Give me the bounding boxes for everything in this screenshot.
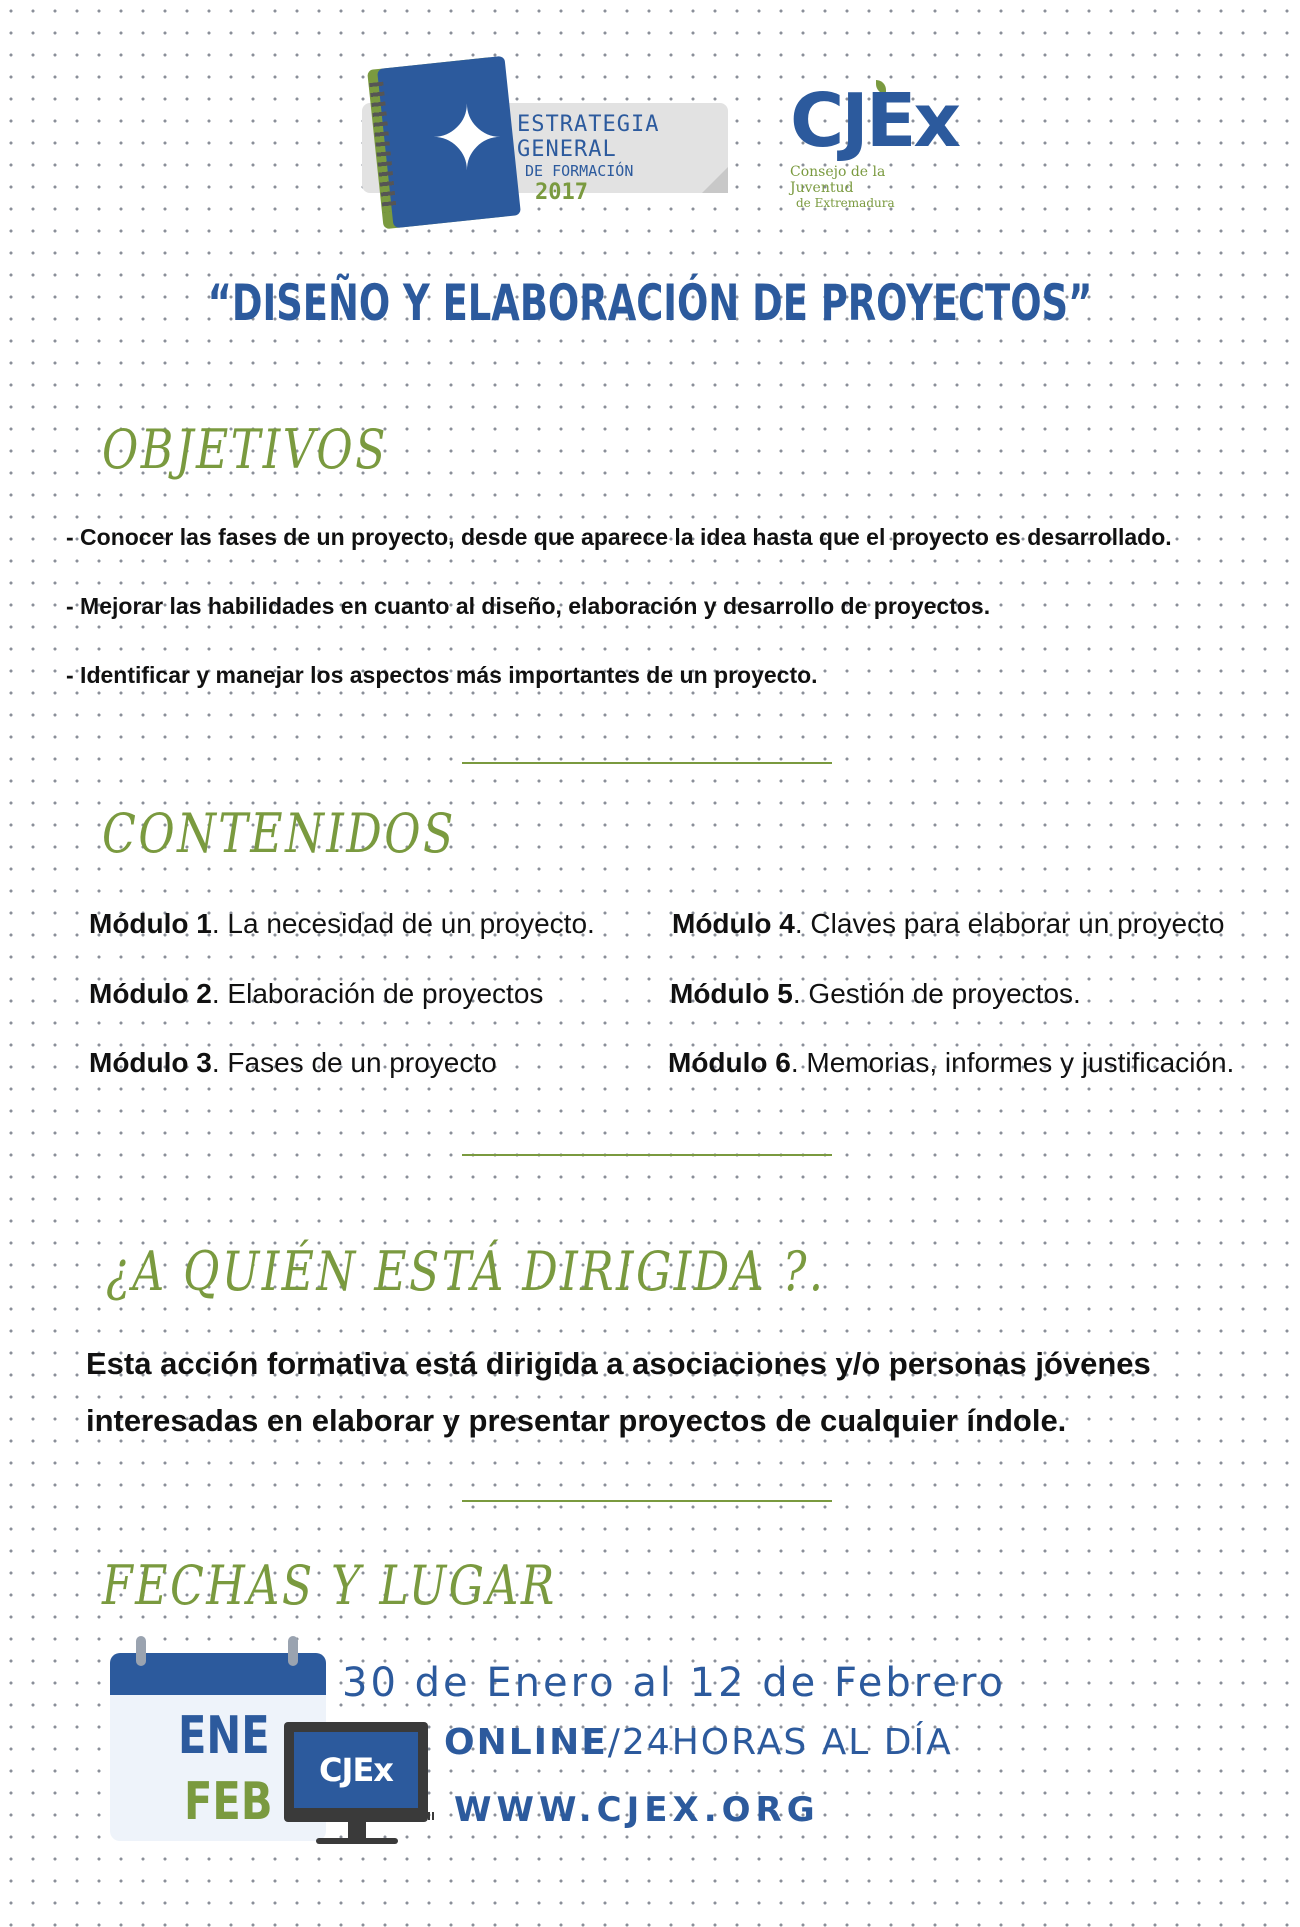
section-divider-2 — [462, 1154, 832, 1156]
module-5 — [670, 978, 1081, 1010]
module-3-label: Módulo 3 — [89, 1047, 212, 1078]
calendar-month-1: ENE — [178, 1706, 270, 1766]
monitor-base — [316, 1838, 398, 1844]
module-1-label: Módulo 1 — [89, 908, 212, 939]
module-6-label: Módulo 6 — [668, 1047, 791, 1078]
calendar-ring-left — [136, 1636, 146, 1666]
section-divider-1 — [462, 762, 832, 764]
banner-year: 2017 — [535, 180, 588, 205]
module-2-label: Módulo 2 — [89, 978, 212, 1009]
module-4-text: . Claves para elaborar un proyecto — [794, 908, 1225, 939]
module-2 — [89, 978, 543, 1010]
banner-line1: ESTRATEGIA GENERAL — [517, 112, 660, 162]
dirigida-text: Esta acción formativa está dirigida a asociaciones y/o personas jóvenes interesadas en elaborar y presentar proyectos de cualquier índole. — [86, 1346, 1151, 1438]
module-3-text: . Fases de un proyecto — [211, 1047, 497, 1078]
page-title: “DISEÑO Y ELABORACIÓN DE PROYECTOS” — [207, 274, 1093, 332]
module-2-text: . Elaboración de proyectos — [211, 978, 544, 1009]
date-range: 30 de Enero al 12 de Febrero — [342, 1660, 1007, 1706]
website-link[interactable]: WWW.CJEX.ORG — [454, 1790, 820, 1830]
module-1-text: . La necesidad de un proyecto. — [211, 908, 595, 939]
module-6-text: . Memorias, informes y justificación. — [790, 1047, 1235, 1078]
monitor-vent — [420, 1812, 436, 1820]
module-4-label: Módulo 4 — [672, 908, 795, 939]
objective-item-3: - Identificar y manejar los aspectos más importantes de un proyecto. — [66, 662, 818, 688]
calendar-ring-right — [288, 1636, 298, 1666]
module-5-label: Módulo 5 — [670, 978, 793, 1009]
objetivos-heading: OBJETIVOS — [102, 418, 388, 481]
banner-text — [517, 112, 717, 205]
module-1 — [89, 908, 595, 940]
cjex-logo-subtitle-1: Consejo de la Juventud — [790, 164, 886, 196]
module-4 — [672, 908, 1224, 940]
objective-item-1: - Conocer las fases de un proyecto, desde que aparece la idea hasta que el proyecto es desarrollado. — [66, 524, 1172, 550]
dirigida-heading: ¿A QUIÉN ESTÁ DIRIGIDA ?. — [106, 1240, 826, 1303]
monitor-icon — [284, 1722, 428, 1822]
module-3 — [89, 1047, 497, 1079]
calendar-month-2: FEB — [184, 1772, 273, 1832]
objective-item-2: - Mejorar las habilidades en cuanto al diseño, elaboración y desarrollo de proyectos. — [66, 593, 991, 619]
banner-line2: DE FORMACIÓN — [525, 162, 634, 180]
module-6 — [668, 1047, 1234, 1079]
online-line — [444, 1722, 953, 1763]
cjex-logo-subtitle-2: de Extremadura — [796, 196, 895, 210]
jumping-figure-icon: ✦ — [430, 87, 504, 190]
cjex-logo — [790, 78, 959, 210]
monitor-label: CJEx — [319, 1751, 393, 1789]
module-5-text: . Gestión de proyectos. — [792, 978, 1081, 1009]
online-label: ONLINE — [444, 1722, 608, 1763]
cjex-logo-name: CJEx — [790, 78, 959, 164]
online-hours: /24HORAS AL DÍA — [607, 1722, 953, 1763]
section-divider-3 — [462, 1500, 832, 1502]
contenidos-heading: CONTENIDOS — [102, 802, 456, 865]
fechas-heading: FECHAS Y LUGAR — [102, 1554, 557, 1617]
monitor-screen — [294, 1732, 418, 1808]
